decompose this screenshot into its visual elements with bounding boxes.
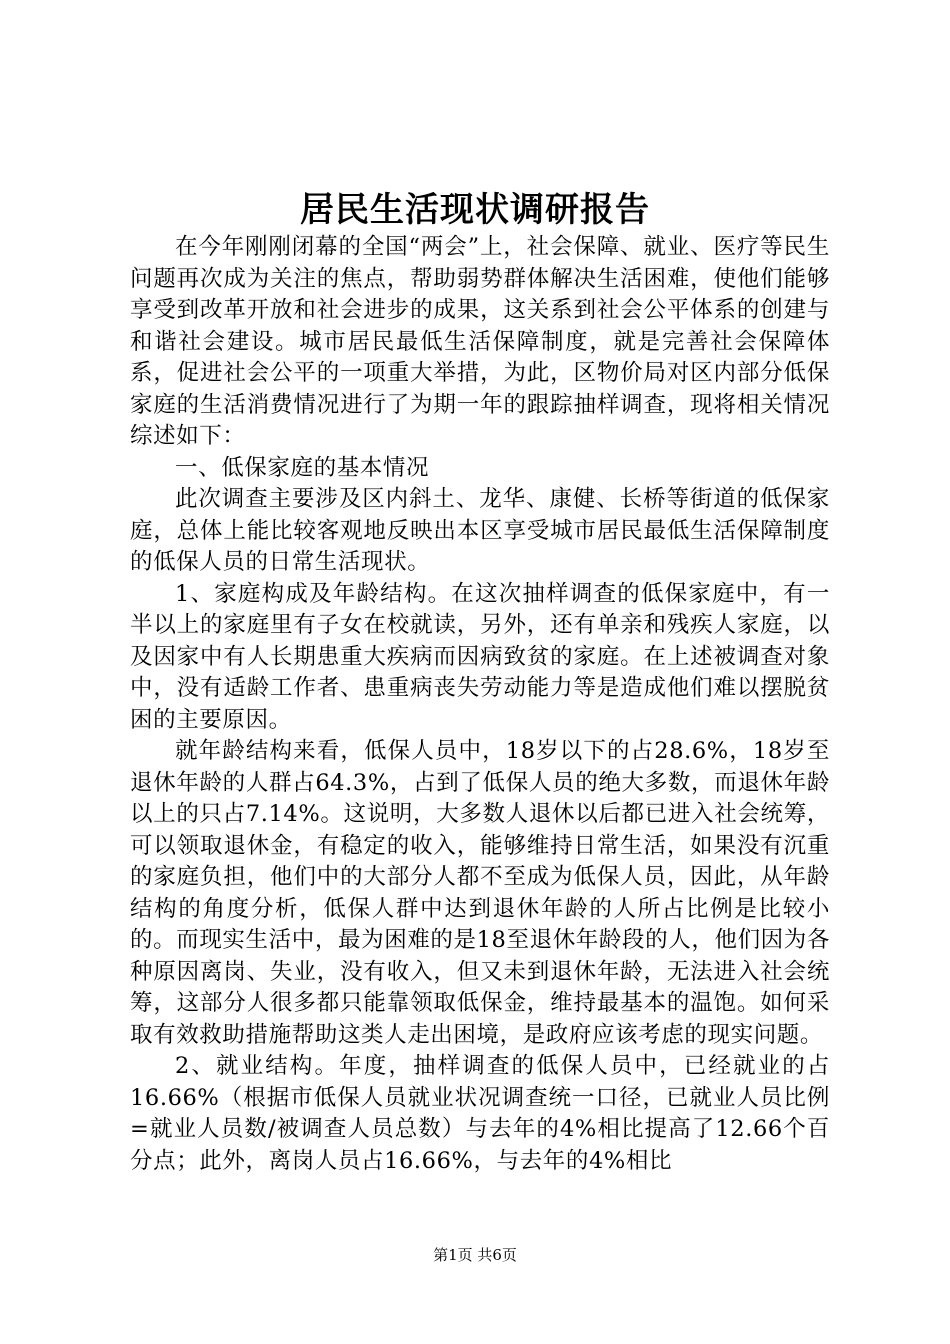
page-number: 第1页 共6页 bbox=[433, 1246, 517, 1264]
section-heading-basic-situation: 一、低保家庭的基本情况 bbox=[175, 454, 430, 481]
paragraph-family-structure: 1、家庭构成及年龄结构。在这次抽样调查的低保家庭中，有一半以上的家庭里有子女在校就读，另外，还有单亲和残疾人家庭，以及因家中有人长期患重大疾病而因病致贫的家庭。在上述被调查对象中，没有适龄工作者、患重病丧失劳动能力等是造成他们难以摆脱贫困的主要原因。 bbox=[130, 580, 830, 733]
paragraph-age-structure: 就年龄结构来看，低保人员中，18岁以下的占28.6%，18岁至退休年龄的人群占64.3%，占到了低保人员的绝大多数，而退休年龄以上的只占7.14%。这说明，大多数人退休以后都已进入社会统筹，可以领取退休金，有稳定的收入，能够维持日常生活，如果没有沉重的家庭负担，他们中的大部分人都不至成为低保人员，因此，从年龄结构的角度分析，低保人群中达到退休年龄的人所占比例是比较小的。而现实生活中，最为困难的是18至退休年龄段的人，他们因为各种原因离岗、失业，没有收入，但又未到退休年龄，无法进入社会统筹，这部分人很多都只能靠领取低保金，维持最基本的温饱。如何采取有效救助措施帮助这类人走出困境，是政府应该考虑的现实问题。 bbox=[130, 738, 830, 1048]
paragraph-employment-structure: 2、就业结构。年度，抽样调查的低保人员中，已经就业的占16.66%（根据市低保人员就业状况调查统一口径，已就业人员比例=就业人员数/被调查人员总数）与去年的4%相比提高了12.66个百分点；此外，离岗人员占16.66%，与去年的4%相比 bbox=[130, 1053, 830, 1174]
paragraph-survey-scope: 此次调查主要涉及区内斜土、龙华、康健、长桥等街道的低保家庭，总体上能比较客观地反映出本区享受城市居民最低生活保障制度的低保人员的日常生活现状。 bbox=[130, 486, 830, 575]
document-title: 居民生活现状调研报告 bbox=[300, 190, 650, 230]
document-body bbox=[130, 232, 830, 1177]
paragraph-intro: 在今年刚刚闭幕的全国“两会”上，社会保障、就业、医疗等民生问题再次成为关注的焦点，帮助弱势群体解决生活困难，使他们能够享受到改革开放和社会进步的成果，这关系到社会公平体系的创建与和谐社会建设。城市居民最低生活保障制度，就是完善社会保障体系，促进社会公平的一项重大举措，为此，区物价局对区内部分低保家庭的生活消费情况进行了为期一年的跟踪抽样调查，现将相关情况综述如下： bbox=[130, 234, 830, 449]
